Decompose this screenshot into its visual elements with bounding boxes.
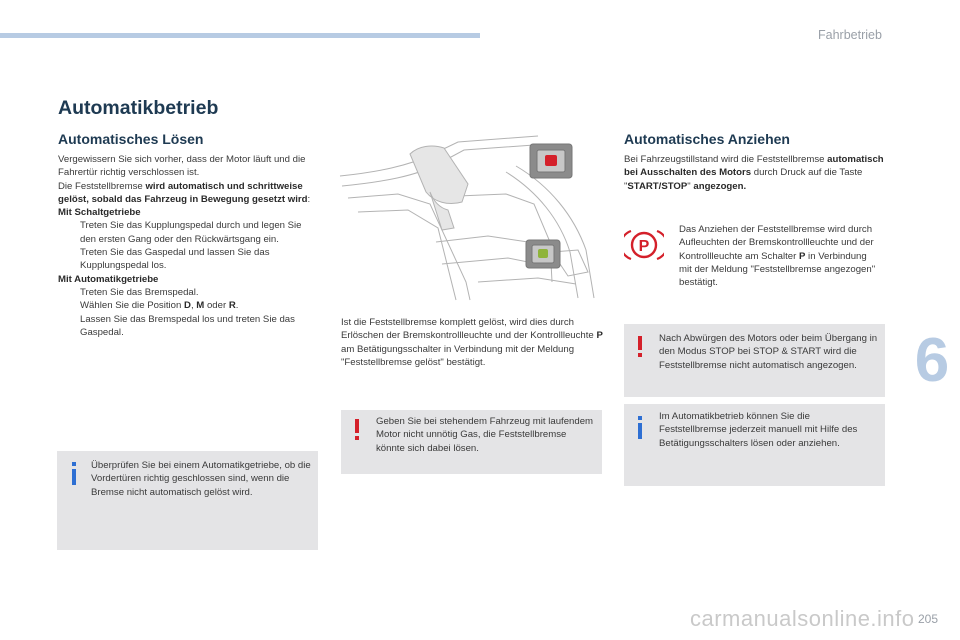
warning-box-middle xyxy=(341,410,602,474)
right-intro-text: Bei Fahrzeugstillstand wird die Feststellbremse automatisch bei Ausschalten des Motors durch Druck auf die Taste "START/STOP" angezogen. xyxy=(624,154,884,192)
apply-confirmation-text: Das Anziehen der Feststellbremse wird durch Aufleuchten der Bremskontrollleuchte und der Kontrollleuchte am Schalter P in Verbindung mit der Meldung "Feststellbremse angezogen" bestätigt. xyxy=(679,224,876,289)
list-item: Lassen Sie das Bremspedal los und treten Sie das Gaspedal. xyxy=(58,313,316,340)
release-sentence: Die Feststellbremse wird automatisch und schrittweise gelöst, sobald das Fahrzeug in Bewegung gesetzt wird: xyxy=(58,180,311,205)
bullet-icon xyxy=(58,219,80,246)
page-number: 205 xyxy=(918,612,939,626)
list-item: Treten Sie das Gaspedal und lassen Sie das Kupplungspedal los. xyxy=(58,246,316,273)
info-box-text: Überprüfen Sie bei einem Automatikgetriebe, ob die Vordertüren richtig geschlossen sind, wenn die Bremse nicht automatisch gelöst wird. xyxy=(91,460,311,498)
bullet-icon xyxy=(58,246,80,273)
header-accent-bar xyxy=(0,33,480,38)
automatic-gearbox-heading: Mit Automatikgetriebe xyxy=(58,273,159,285)
watermark: carmanualsonline.info xyxy=(690,606,915,631)
parking-brake-console-illustration xyxy=(338,132,600,304)
info-box-right xyxy=(624,404,885,486)
info-box-text: Im Automatikbetrieb können Sie die Feststellbremse jederzeit manuell mit Hilfe des Betätigungsschalters lösen oder anziehen. xyxy=(659,411,858,449)
warning-box-text: Geben Sie bei stehendem Fahrzeug mit laufendem Motor nicht unnötig Gas, die Feststellbremse könnte sich dabei lösen. xyxy=(376,416,594,454)
list-item: Treten Sie das Bremspedal. xyxy=(58,286,316,299)
heading-automatic-release: Automatisches Lösen xyxy=(58,131,204,147)
middle-column-text: Ist die Feststellbremse komplett gelöst, wird dies durch Erlöschen der Bremskontrollleuchte und der Kontrollleuchte P am Betätigungsschalter in Verbindung mit der Meldung "Feststellbremse gelöst" bestätigt. xyxy=(341,317,603,368)
bullet-icon xyxy=(58,299,80,312)
bullet-icon xyxy=(58,313,80,340)
p-icon-letter: P xyxy=(638,238,650,255)
list-item: Treten Sie das Kupplungspedal durch und legen Sie den ersten Gang oder den Rückwärtsgang ein. xyxy=(58,219,316,246)
intro-text: Vergewissern Sie sich vorher, dass der Motor läuft und die Fahrertür richtig verschlossen ist. xyxy=(58,154,306,179)
info-box-left xyxy=(57,451,318,550)
chapter-number: 6 xyxy=(914,326,950,395)
page-title: Automatikbetrieb xyxy=(58,97,219,119)
heading-automatic-apply: Automatisches Anziehen xyxy=(624,131,790,147)
manual-gearbox-heading: Mit Schaltgetriebe xyxy=(58,207,141,219)
left-column-text xyxy=(58,153,316,339)
warning-box-text: Nach Abwürgen des Motors oder beim Übergang in den Modus STOP bei STOP & START wird die Feststellbremse nicht automatisch angezogen. xyxy=(659,333,878,371)
bullet-icon xyxy=(58,286,80,299)
section-label: Fahrbetrieb xyxy=(818,28,882,42)
list-item: Wählen Sie die Position D, M oder R. xyxy=(58,299,316,312)
warning-box-right xyxy=(624,324,885,397)
parking-brake-warning-icon xyxy=(624,228,664,262)
